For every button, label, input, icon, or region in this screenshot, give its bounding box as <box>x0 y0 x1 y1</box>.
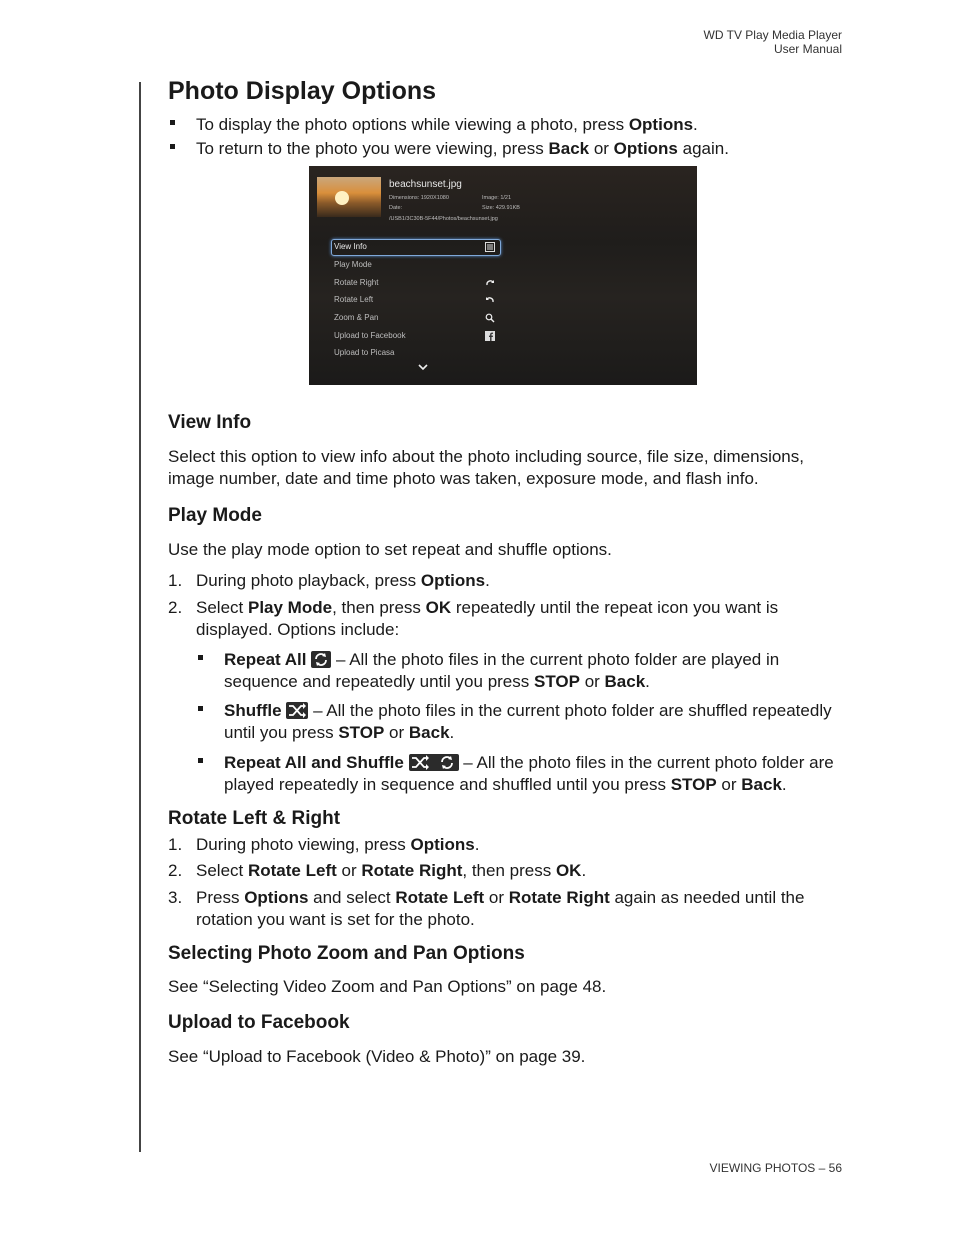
intro-bullet: To display the photo options while viewing a photo, press Options. <box>168 114 848 136</box>
facebook-icon <box>485 331 495 341</box>
menu-item-rotate-left[interactable]: Rotate Left <box>334 295 374 304</box>
photo-thumbnail <box>317 177 381 217</box>
page-title: Photo Display Options <box>168 77 437 105</box>
intro-bullet: To return to the photo you were viewing, press Back or Options again. <box>168 138 848 160</box>
repeat-shuffle-icon <box>409 754 459 771</box>
play-option-shuffle: Shuffle – All the photo files in the current photo folder are shuffled repeatedly until you press STOP or Back. <box>168 700 848 744</box>
screenshot-size: Size: 429.91KB <box>482 205 520 211</box>
zoom-text: See “Selecting Video Zoom and Pan Options” on page 48. <box>168 977 607 996</box>
screenshot-path: /USB1/3C30B-5F44/Photos/beachsunset.jpg <box>389 216 498 222</box>
menu-item-view-info[interactable]: View Info <box>334 242 367 251</box>
rotate-right-icon <box>485 278 495 288</box>
options-screenshot <box>309 166 697 385</box>
menu-item-upload-picasa[interactable]: Upload to Picasa <box>334 348 395 357</box>
screenshot-image-index: Image: 1/21 <box>482 195 512 201</box>
play-mode-step: 2. Select Play Mode, then press OK repeatedly until the repeat icon you want is displayed. Options include: <box>168 598 779 639</box>
menu-item-upload-facebook[interactable]: Upload to Facebook <box>334 331 406 340</box>
info-icon <box>485 242 495 252</box>
menu-item-rotate-right[interactable]: Rotate Right <box>334 278 379 287</box>
repeat-icon <box>311 651 331 668</box>
header-product: WD TV Play Media Player <box>703 28 842 42</box>
section-heading-rotate: Rotate Left & Right <box>168 808 341 829</box>
play-mode-step: 1. During photo playback, press Options. <box>168 571 490 590</box>
rotate-step: 1. During photo viewing, press Options. <box>168 835 480 854</box>
section-heading-play-mode: Play Mode <box>168 505 262 526</box>
page-header <box>704 28 843 56</box>
shuffle-icon <box>286 702 308 719</box>
menu-item-zoom-pan[interactable]: Zoom & Pan <box>334 313 379 322</box>
play-option-repeat-shuffle: Repeat All and Shuffle – All the photo files in the current photo folder are played repeatedly in sequence and shuffled until you press STOP or Back. <box>168 752 848 796</box>
header-manual: User Manual <box>773 42 842 56</box>
page-footer: VIEWING PHOTOS – 56 <box>709 1161 842 1175</box>
rotate-step: 3. Press Options and select Rotate Left or Rotate Right again as needed until the rotation you want is set for the photo. <box>168 888 805 929</box>
chevron-down-icon[interactable] <box>417 363 429 373</box>
view-info-text: Select this option to view info about the photo including source, file size, dimensions, image number, date and time photo was taken, exposure mode, and flash info. <box>168 447 804 488</box>
rotate-left-icon <box>485 295 495 305</box>
play-option-repeat-all: Repeat All – All the photo files in the current photo folder are played in sequence and repeatedly until you press STOP or Back. <box>168 649 848 693</box>
screenshot-date: Date: <box>389 205 403 211</box>
section-heading-zoom: Selecting Photo Zoom and Pan Options <box>168 943 525 964</box>
screenshot-filename: beachsunset.jpg <box>389 179 462 190</box>
screenshot-dimensions: Dimensions: 1920X1080 <box>389 195 449 201</box>
play-mode-text: Use the play mode option to set repeat and shuffle options. <box>168 540 612 559</box>
section-heading-view-info: View Info <box>168 412 252 433</box>
menu-item-play-mode[interactable]: Play Mode <box>334 260 372 269</box>
facebook-text: See “Upload to Facebook (Video & Photo)” on page 39. <box>168 1047 586 1066</box>
zoom-icon <box>485 313 495 323</box>
margin-rule <box>139 82 141 1152</box>
section-heading-facebook: Upload to Facebook <box>168 1012 350 1033</box>
rotate-step: 2. Select Rotate Left or Rotate Right, then press OK. <box>168 861 587 880</box>
